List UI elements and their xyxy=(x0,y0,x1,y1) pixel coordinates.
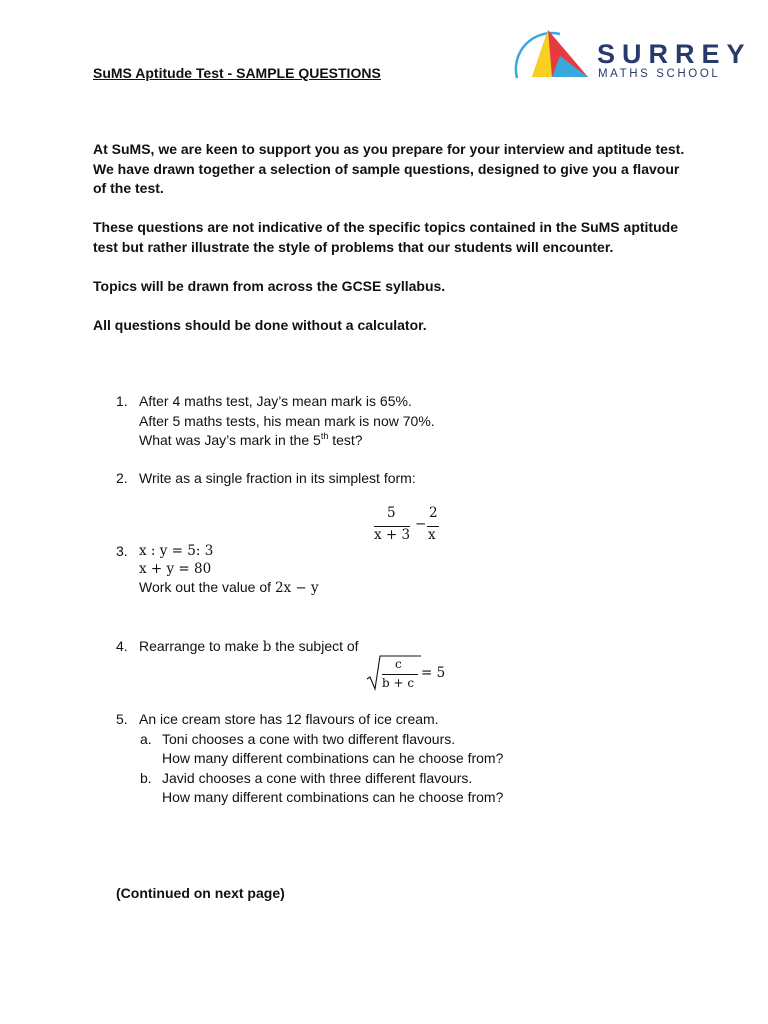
question-text: What was Jay’s mark in the 5th test? xyxy=(139,431,363,448)
logo-wordmark: SURREY xyxy=(597,39,752,69)
subquestion-text: How many different combinations can he choose from? xyxy=(162,750,504,766)
logo-mark-icon xyxy=(510,26,590,86)
question-number: 3. xyxy=(116,543,128,559)
subquestion-letter: a. xyxy=(140,730,152,747)
fraction-bar xyxy=(382,674,418,675)
fraction-denominator: x + 3 xyxy=(374,527,411,543)
intro-paragraph: All questions should be done without a calculator. xyxy=(93,316,427,333)
equation: x : y = 5: 3 xyxy=(139,543,214,559)
logo-subtitle: MATHS SCHOOL xyxy=(598,68,721,80)
intro-paragraph: At SuMS, we are keen to support you as you prepare for your interview and aptitude test. We have drawn together a selection of sample questions, designed to give you a flavour of the test. xyxy=(93,141,685,196)
page-title: SuMS Aptitude Test - SAMPLE QUESTIONS xyxy=(93,65,381,81)
question-number: 4. xyxy=(116,638,128,654)
subquestion-text: Toni chooses a cone with two different flavours. xyxy=(162,730,456,747)
fraction-numerator: 2 xyxy=(429,505,438,521)
question-text: Rearrange to make b the subject of xyxy=(139,638,359,655)
question-text: Work out the value of 2x − y xyxy=(139,579,319,596)
radical-expression xyxy=(366,654,456,694)
question-number: 1. xyxy=(116,393,128,409)
radical-numerator: c xyxy=(395,657,402,671)
question-number: 2. xyxy=(116,470,128,486)
continued-note: (Continued on next page) xyxy=(116,885,285,901)
question-number: 5. xyxy=(116,711,128,727)
question-text: After 5 maths tests, his mean mark is now 70%. xyxy=(139,412,435,429)
intro-paragraph: These questions are not indicative of the specific topics contained in the SuMS aptitude test but rather illustrate the style of problems that our students will encounter. xyxy=(93,219,678,255)
surrey-maths-school-logo xyxy=(510,26,752,86)
minus-sign: − xyxy=(415,516,427,532)
fraction-expression xyxy=(372,505,452,545)
question-text: An ice cream store has 12 flavours of ice cream. xyxy=(139,711,439,727)
equation: x + y = 80 xyxy=(139,560,212,577)
radical-denominator: b + c xyxy=(382,676,415,690)
fraction-numerator: 5 xyxy=(387,505,396,521)
equals-five: = 5 xyxy=(421,665,446,681)
subquestion-text: How many different combinations can he choose from? xyxy=(162,789,504,805)
fraction-denominator: x xyxy=(428,527,436,543)
question-text: Write as a single fraction in its simplest form: xyxy=(139,470,416,486)
intro-section xyxy=(93,140,693,355)
question-text: After 4 maths test, Jay’s mean mark is 65%. xyxy=(139,393,412,409)
intro-paragraph: Topics will be drawn from across the GCSE syllabus. xyxy=(93,277,446,294)
subquestion-text: Javid chooses a cone with three different flavours. xyxy=(162,769,473,786)
subquestion-letter: b. xyxy=(140,769,152,786)
